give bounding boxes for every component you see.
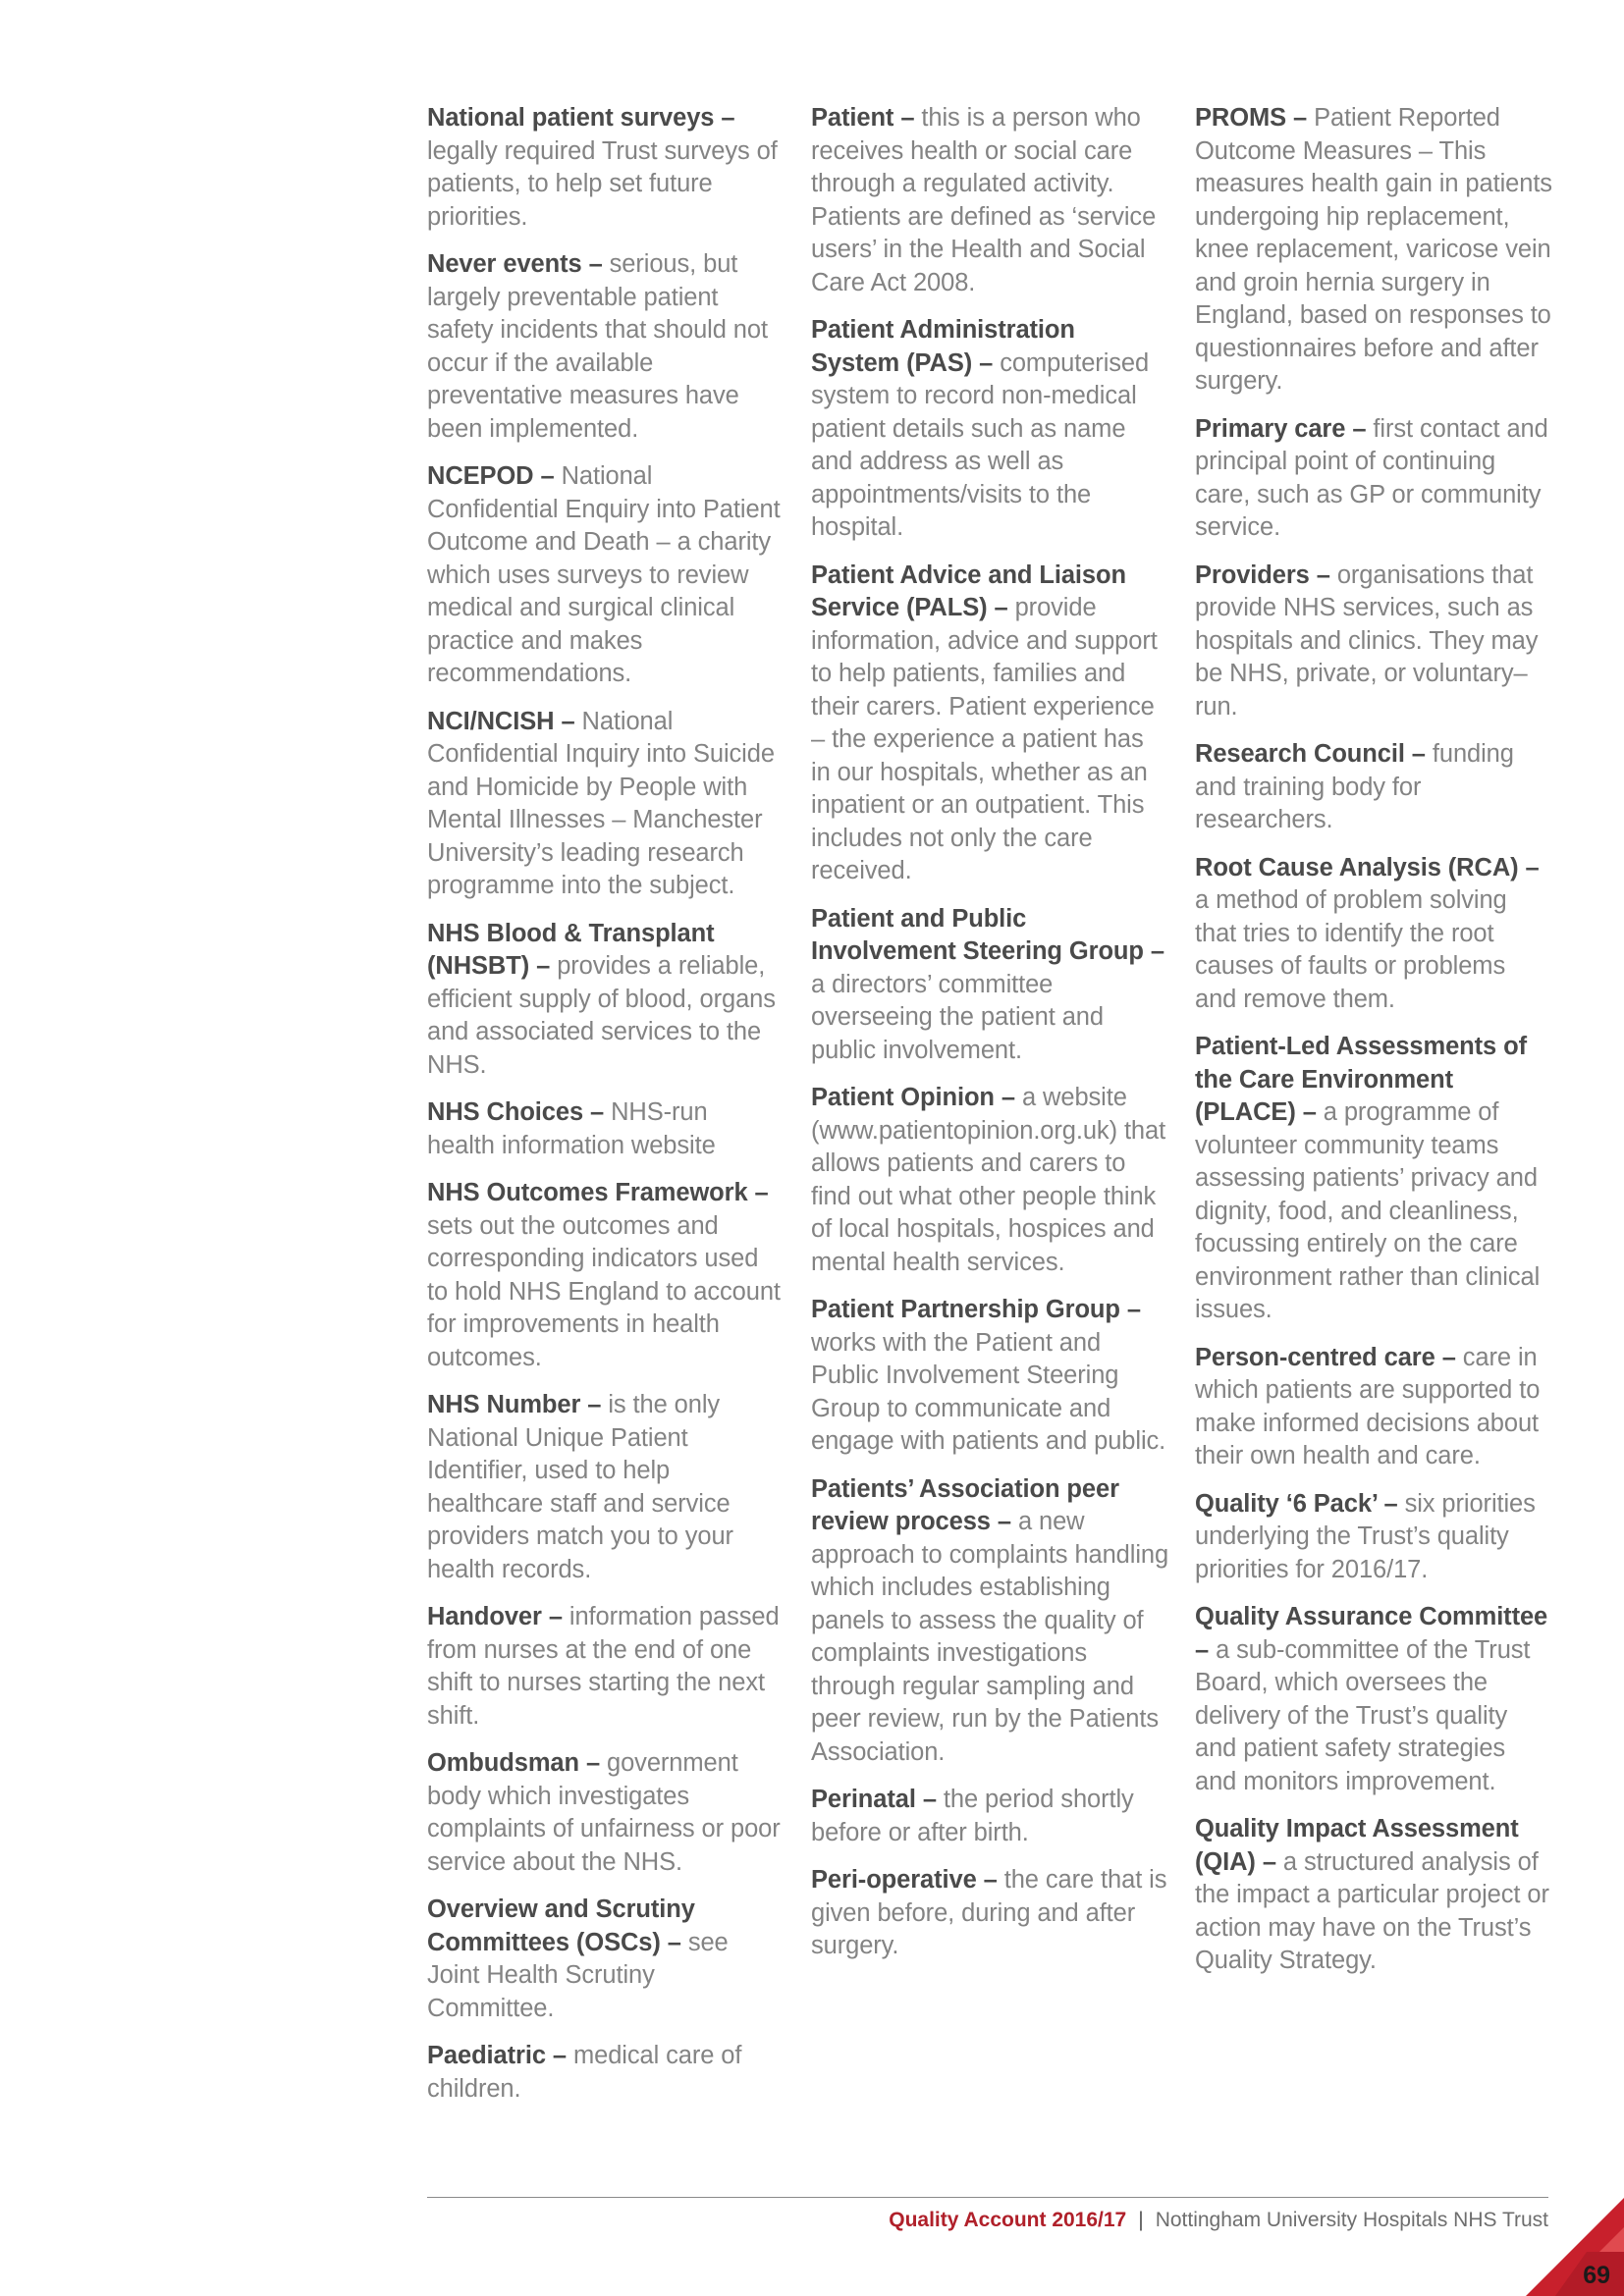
- glossary-term: Handover: [427, 1603, 542, 1630]
- term-dash: –: [893, 104, 922, 132]
- glossary-term: Patient and Public Involvement Steering Group: [811, 904, 1144, 965]
- glossary-entry: [811, 1864, 1169, 1963]
- glossary-definition: legally required Trust surveys of patients, to help set future priorities.: [427, 136, 778, 231]
- glossary-term: Quality ‘6 Pack’: [1195, 1489, 1378, 1518]
- glossary-definition: this is a person who receives health or social care through a regulated activity. Patients are defined as ‘service users’ in the Health and Social Care Act 2008.: [811, 104, 1157, 296]
- footer-organisation: Nottingham University Hospitals NHS Trust: [1155, 2209, 1548, 2231]
- glossary-column-1: [427, 102, 781, 2120]
- term-dash: –: [529, 952, 558, 980]
- term-dash: –: [1286, 104, 1315, 132]
- term-dash: –: [580, 1391, 609, 1418]
- glossary-entry: [1195, 1342, 1553, 1473]
- footer-separator: |: [1138, 2209, 1144, 2231]
- glossary-entry: [811, 102, 1169, 299]
- term-dash: –: [1119, 1296, 1141, 1323]
- glossary-definition: Patient Reported Outcome Measures – This measures health gain in patients undergoing hip replacement, knee replacement, varicose vein and groin hernia surgery in England, based on responses to questionnaires before and after surgery.: [1195, 104, 1552, 395]
- glossary-term: NCI/NCISH: [427, 707, 555, 735]
- glossary-definition: the care that is given before, during and after surgery.: [811, 1866, 1167, 1959]
- term-dash: –: [1404, 740, 1433, 768]
- term-dash: –: [976, 1866, 1004, 1894]
- footer-report-title: Quality Account 2016/17: [889, 2209, 1127, 2231]
- glossary-term: Patient Advice and Liaison Service (PALS): [811, 561, 1126, 621]
- glossary-term: Paediatric: [427, 2042, 546, 2069]
- glossary-entry: [427, 1177, 781, 1374]
- glossary-entry: [427, 918, 781, 1083]
- glossary-term: Patients’ Association peer review process: [811, 1474, 1119, 1535]
- glossary-entry: [811, 1082, 1169, 1279]
- term-dash: –: [915, 1786, 944, 1813]
- glossary-term: Perinatal: [811, 1786, 916, 1813]
- glossary-term: PROMS: [1195, 104, 1287, 132]
- glossary-entry: [1195, 1488, 1553, 1587]
- glossary-definition: National Confidential Inquiry into Suicide and Homicide by People with Mental Illnesses – Manchester University’s leading research programme into the subject.: [427, 707, 775, 899]
- glossary-definition: sets out the outcomes and corresponding indicators used to hold NHS England to account for improvements in health outcomes.: [427, 1211, 781, 1371]
- glossary-definition: a sub-committee of the Trust Board, which oversees the delivery of the Trust’s quality and patient safety strategies and monitors improvement.: [1195, 1635, 1531, 1795]
- glossary-definition: six priorities underlying the Trust’s quality priorities for 2016/17.: [1195, 1489, 1536, 1583]
- term-dash: –: [990, 1508, 1018, 1535]
- glossary-entry: [427, 2040, 781, 2106]
- term-dash: –: [1143, 937, 1164, 965]
- glossary-term: Patient: [811, 104, 894, 132]
- glossary-term: Providers: [1195, 561, 1310, 589]
- glossary-term: Quality Assurance Committee: [1195, 1603, 1548, 1630]
- glossary-entry: [427, 1096, 781, 1162]
- glossary-definition: a structured analysis of the impact a particular project or action may have on the Trust’s Quality Strategy.: [1195, 1847, 1549, 1974]
- glossary-entry: [427, 1601, 781, 1733]
- glossary-entry: [811, 1294, 1169, 1459]
- glossary-entry: [427, 102, 781, 234]
- glossary-entry: [811, 560, 1169, 888]
- term-dash: –: [994, 1084, 1022, 1111]
- glossary-definition: provide information, advice and support to help patients, families and their carers. Patient experience – the experience a patient has in our hospitals, whether as an inpatient or an outpatient. This includes not only the care received.: [811, 594, 1158, 884]
- glossary-definition: serious, but largely preventable patient safety incidents that should not occur if the available preventative measures have been implemented.: [427, 250, 768, 443]
- glossary-term: NHS Blood & Transplant (NHSBT): [427, 919, 715, 980]
- glossary-definition: a programme of volunteer community teams assessing patients’ privacy and dignity, food, and cleanliness, focussing entirely on the care environment rather than clinical issues.: [1195, 1098, 1541, 1323]
- glossary-column-3: [1195, 102, 1553, 1993]
- glossary-definition: a method of problem solving that tries to identify the root causes of faults or problems and remove them.: [1195, 886, 1507, 1013]
- glossary-term: Primary care: [1195, 414, 1346, 443]
- glossary-definition: National Confidential Enquiry into Patient Outcome and Death – a charity which uses surveys to review medical and surgical clinical practice and makes recommendations.: [427, 462, 781, 687]
- term-dash: –: [1295, 1098, 1324, 1126]
- page-number: 69: [1583, 2262, 1610, 2289]
- term-dash: –: [1309, 561, 1337, 589]
- page-footer: [889, 2206, 1548, 2235]
- footer-divider: [427, 2197, 1548, 2198]
- glossary-definition: a new approach to complaints handling which includes establishing panels to assess the quality of complaints investigations through regular sampling and peer review, run by the Patients Association.: [811, 1508, 1169, 1766]
- term-dash: –: [747, 1179, 769, 1206]
- term-dash: –: [578, 1749, 608, 1777]
- glossary-entry: [811, 1473, 1169, 1770]
- glossary-entry: [1195, 852, 1553, 1017]
- term-dash: –: [1195, 1635, 1217, 1664]
- glossary-definition: a website (www.patientopinion.org.uk) that allows patients and carers to find out what other people think of local hospitals, hospices and mental health services.: [811, 1084, 1166, 1276]
- glossary-definition: computerised system to record non-medical patient details such as name and address as well as appointments/visits to the hospital.: [811, 348, 1150, 541]
- glossary-term: NCEPOD: [427, 462, 534, 490]
- glossary-term: Never events: [427, 250, 582, 278]
- glossary-definition: see Joint Health Scrutiny Committee.: [427, 1928, 729, 2022]
- glossary-term: Quality Impact Assessment (QIA): [1195, 1815, 1519, 1876]
- term-dash: –: [1435, 1343, 1463, 1371]
- glossary-definition: organisations that provide NHS services, such as hospitals and clinics. They may be NHS, private, or voluntary–run.: [1195, 561, 1539, 721]
- glossary-term: Ombudsman: [427, 1749, 579, 1777]
- glossary-term: Person-centred care: [1195, 1343, 1435, 1371]
- glossary-term: Patient-Led Assessments of the Care Environment (PLACE): [1195, 1033, 1527, 1126]
- glossary-definition: is the only National Unique Patient Identifier, used to help healthcare staff and service providers match you to your health records.: [427, 1391, 733, 1583]
- glossary-entry: [1195, 560, 1553, 724]
- glossary-definition: works with the Patient and Public Involvement Steering Group to communicate and engage with patients and public.: [811, 1328, 1166, 1455]
- term-dash: –: [541, 1603, 569, 1630]
- glossary-definition: the period shortly before or after birth.: [811, 1786, 1134, 1846]
- term-dash: –: [714, 104, 735, 132]
- glossary-definition: information passed from nurses at the end of one shift to nurses starting the next shift.: [427, 1603, 780, 1730]
- term-dash: –: [583, 1098, 612, 1126]
- glossary-definition: first contact and principal point of continuing care, such as GP or community service.: [1195, 414, 1548, 541]
- glossary-definition: provides a reliable, efficient supply of blood, organs and associated services to the NHS.: [427, 952, 776, 1079]
- glossary-entry: [1195, 1813, 1553, 1978]
- glossary-definition: government body which investigates complaints of unfairness or poor service about the NHS.: [427, 1749, 781, 1876]
- glossary-term: National patient surveys: [427, 104, 715, 132]
- glossary-entry: [811, 903, 1169, 1068]
- glossary-definition: NHS-run health information website: [427, 1098, 716, 1159]
- glossary-entry: [427, 1894, 781, 2025]
- glossary-entry: [811, 1784, 1169, 1849]
- glossary-definition: a directors’ committee overseeing the patient and public involvement.: [811, 970, 1104, 1064]
- glossary-column-2: [811, 102, 1169, 1978]
- glossary-term: Patient Partnership Group: [811, 1296, 1120, 1323]
- term-dash: –: [1255, 1847, 1283, 1876]
- glossary-entry: [427, 1389, 781, 1586]
- glossary-term: Patient Opinion: [811, 1084, 995, 1111]
- glossary-entry: [1195, 1601, 1553, 1798]
- glossary-term: Root Cause Analysis (RCA): [1195, 853, 1519, 881]
- glossary-definition: care in which patients are supported to make informed decisions about their own health and care.: [1195, 1343, 1541, 1469]
- glossary-term: NHS Choices: [427, 1098, 584, 1126]
- term-dash: –: [660, 1928, 688, 1956]
- glossary-entry: [1195, 413, 1553, 545]
- term-dash: –: [1345, 414, 1374, 443]
- glossary-entry: [427, 706, 781, 903]
- term-dash: –: [533, 462, 562, 490]
- term-dash: –: [972, 348, 1001, 377]
- term-dash: –: [1518, 853, 1540, 881]
- glossary-term: NHS Number: [427, 1391, 581, 1418]
- term-dash: –: [987, 594, 1015, 621]
- glossary-entry: [427, 460, 781, 691]
- glossary-entry: [1195, 1031, 1553, 1327]
- glossary-entry: [427, 1747, 781, 1879]
- term-dash: –: [581, 250, 610, 278]
- glossary-entry: [811, 314, 1169, 545]
- glossary-entry: [1195, 102, 1553, 399]
- term-dash: –: [1377, 1489, 1405, 1518]
- glossary-definition: funding and training body for researchers.: [1195, 740, 1514, 833]
- glossary-entry: [427, 248, 781, 446]
- glossary-entry: [1195, 738, 1553, 837]
- term-dash: –: [554, 707, 582, 735]
- term-dash: –: [545, 2042, 573, 2069]
- glossary-term: Research Council: [1195, 740, 1405, 768]
- glossary-term: Peri-operative: [811, 1866, 977, 1894]
- glossary-term: Patient Administration System (PAS): [811, 316, 1075, 377]
- glossary-term: NHS Outcomes Framework: [427, 1179, 748, 1206]
- glossary-definition: medical care of children.: [427, 2042, 742, 2103]
- glossary-term: Overview and Scrutiny Committees (OSCs): [427, 1896, 695, 1956]
